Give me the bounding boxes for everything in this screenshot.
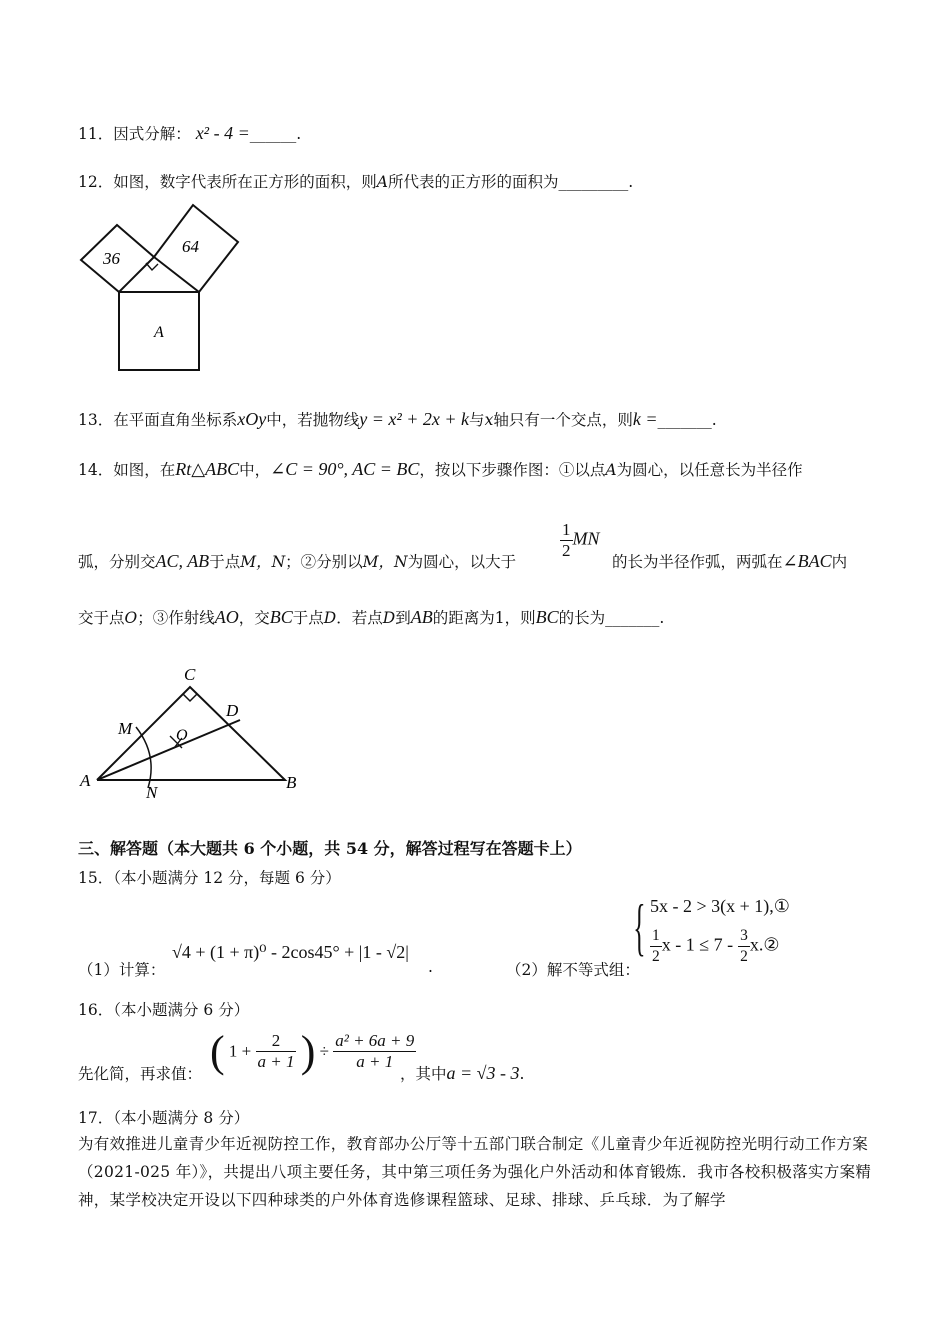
segments: AC, AB bbox=[155, 551, 210, 571]
right-angle-mark bbox=[146, 263, 158, 270]
answer-blank: _______ bbox=[657, 411, 712, 429]
question-16-condition bbox=[400, 1062, 524, 1084]
period: . bbox=[296, 125, 302, 143]
label-64: 64 bbox=[182, 237, 199, 256]
inequality-2 bbox=[650, 926, 779, 967]
question-17-body: 为有效推进儿童青少年近视防控工作，教育部办公厅等十五部门联合制定《儿童青少年近视防控光明行动工作方案（2021-025 年）》，共提出八项主要任务，其中第三项任务为强化户外活动和体育锻炼．我市各校积极落实方案精神，某学校决定开设以下四种球类的户外体育选修课程篮球、足球、排球、乒乓球．为了解学 bbox=[78, 1135, 872, 1209]
question-text: 轴只有一个交点，则 bbox=[493, 411, 633, 429]
segment-bc: BC bbox=[535, 607, 559, 627]
question-text: 中，若抛物线 bbox=[266, 411, 360, 429]
half-mn-fraction bbox=[560, 520, 600, 561]
label-n: N bbox=[146, 783, 158, 800]
question-number: 11． bbox=[78, 125, 114, 143]
answer-blank: ______ bbox=[249, 125, 297, 143]
label-m: M bbox=[118, 719, 133, 738]
inequality-1: 5x - 2 > 3(x + 1),① bbox=[650, 896, 790, 916]
coordinate-system: xOy bbox=[237, 409, 267, 429]
segment-bc: BC bbox=[269, 607, 293, 627]
points-mn: M，N bbox=[240, 553, 286, 571]
question-text: 弧，分别交 bbox=[78, 553, 156, 571]
question-text: 的长为 bbox=[558, 609, 606, 627]
ray-ao: AO bbox=[214, 607, 239, 627]
variable: A bbox=[376, 173, 388, 191]
label-a: A bbox=[154, 324, 164, 341]
angle-bac: ∠BAC bbox=[782, 551, 832, 571]
period: . bbox=[711, 411, 717, 429]
question-12 bbox=[78, 170, 633, 192]
question-13 bbox=[78, 408, 717, 430]
question-text: 于点 bbox=[209, 553, 241, 571]
axis-variable: x bbox=[484, 411, 494, 429]
question-text: ，按以下步骤作图：①以点 bbox=[419, 461, 606, 479]
question-16-header bbox=[78, 998, 249, 1020]
fraction-numerator: 2 bbox=[256, 1031, 297, 1052]
triangle-condition: ∠C = 90°, AC = BC bbox=[270, 459, 420, 479]
question-text: 在平面直角坐标系 bbox=[113, 411, 238, 429]
point-o: O bbox=[124, 609, 138, 627]
question-text: 为圆心，以任意长为半径作 bbox=[616, 461, 803, 479]
part-label: （2）解不等式组： bbox=[506, 961, 640, 979]
question-number: 14． bbox=[78, 461, 114, 479]
fraction-numerator: 1 bbox=[562, 520, 571, 539]
label-b: B bbox=[286, 773, 297, 792]
question-15-part-2 bbox=[506, 958, 640, 980]
question-text: 于点 bbox=[292, 609, 324, 627]
question-14-line-2-end bbox=[612, 550, 847, 572]
question-text: ；③作射线 bbox=[137, 609, 215, 627]
question-14-line-1 bbox=[78, 458, 803, 480]
point-a: A bbox=[605, 461, 617, 479]
period: . bbox=[428, 958, 433, 976]
label-36: 36 bbox=[103, 249, 120, 268]
question-text: 到 bbox=[395, 609, 411, 627]
question-text: 所代表的正方形的面积为 bbox=[387, 173, 559, 191]
right-paren: ) bbox=[300, 1027, 316, 1076]
label-d: D bbox=[226, 701, 239, 720]
answer-blank: _______ bbox=[605, 609, 660, 627]
inequality-2-end: x.② bbox=[749, 934, 780, 955]
simplify-expression bbox=[210, 1026, 416, 1077]
question-17-header bbox=[78, 1106, 249, 1128]
question-text: 与 bbox=[469, 411, 485, 429]
pythagoras-squares-figure bbox=[70, 200, 250, 380]
label-a: A bbox=[80, 771, 91, 790]
period: . bbox=[659, 609, 665, 627]
question-text: 的长为半径作弧，两弧在 bbox=[612, 553, 783, 571]
fraction-numerator: 3 bbox=[738, 926, 750, 947]
section-heading: 三、解答题（本大题共 6 个小题，共 54 分，解答过程写在答题卡上） bbox=[78, 839, 582, 858]
question-14-line-3 bbox=[78, 606, 664, 628]
value-of-a: a = √3 - 3 bbox=[446, 1063, 520, 1083]
triangle-construction-figure bbox=[70, 660, 310, 800]
division-sign: ÷ bbox=[319, 1041, 329, 1061]
question-number: 15． bbox=[78, 869, 114, 887]
fraction-denominator: 2 bbox=[740, 948, 748, 965]
question-text: 先化简，再求值： bbox=[78, 1065, 203, 1083]
answer-blank: _________ bbox=[558, 173, 629, 191]
part-label: （1）计算： bbox=[78, 961, 166, 979]
fraction-denominator: a + 1 bbox=[356, 1052, 394, 1071]
question-text: ；②分别以 bbox=[285, 553, 363, 571]
question-14-line-2 bbox=[78, 550, 516, 572]
fraction-numerator: a² + 6a + 9 bbox=[335, 1031, 415, 1050]
math-expression: x² - 4 = bbox=[195, 123, 250, 143]
question-15-header bbox=[78, 866, 341, 888]
segment-ab: AB bbox=[410, 607, 433, 627]
period: . bbox=[628, 173, 634, 191]
parabola-equation: y = x² + 2x + k bbox=[359, 409, 470, 429]
question-text: 的距离为1，则 bbox=[432, 609, 536, 627]
question-number: 16． bbox=[78, 1001, 114, 1019]
question-text: 交于点 bbox=[78, 609, 125, 627]
question-text: ．若点 bbox=[336, 609, 383, 627]
segment-mn: MN bbox=[572, 528, 600, 549]
fraction-numerator: 1 bbox=[650, 926, 662, 947]
question-text: 因式分解： bbox=[113, 125, 191, 143]
points-mn: M，N bbox=[362, 553, 408, 571]
score-note: （本小题满分 6 分） bbox=[113, 1001, 250, 1019]
question-text: 如图，数字代表所在正方形的面积，则 bbox=[113, 173, 377, 191]
fraction-denominator: 2 bbox=[562, 541, 571, 560]
question-number: 17． bbox=[78, 1109, 114, 1127]
question-text: ，交 bbox=[238, 609, 270, 627]
label-o: O bbox=[176, 727, 188, 744]
triangle-name: Rt△ABC bbox=[175, 459, 240, 479]
score-note: （本小题满分 8 分） bbox=[113, 1109, 250, 1127]
question-11 bbox=[78, 122, 301, 144]
question-text: 如图，在 bbox=[113, 461, 176, 479]
right-angle-c bbox=[183, 694, 197, 701]
left-paren: ( bbox=[210, 1027, 225, 1076]
question-number: 12． bbox=[78, 173, 114, 191]
question-number: 13． bbox=[78, 411, 114, 429]
fraction-denominator: a + 1 bbox=[257, 1052, 295, 1071]
question-text: 为圆心，以大于 bbox=[407, 553, 517, 571]
question-text: 中， bbox=[239, 461, 271, 479]
expression-lead: 1 + bbox=[228, 1041, 252, 1061]
period: . bbox=[519, 1065, 525, 1083]
score-note: （本小题满分 12 分，每题 6 分） bbox=[113, 869, 341, 887]
inequality-2-middle: x - 1 ≤ 7 - bbox=[661, 934, 734, 955]
point-d: D bbox=[382, 609, 396, 627]
left-brace: { bbox=[633, 891, 646, 962]
k-variable: k = bbox=[632, 409, 658, 429]
label-c: C bbox=[184, 665, 196, 684]
fraction-denominator: 2 bbox=[652, 948, 660, 965]
question-text: ，其中 bbox=[400, 1065, 447, 1083]
point-d: D bbox=[323, 609, 337, 627]
question-text: 内 bbox=[831, 553, 848, 571]
part-1-expression: √4 + (1 + π)⁰ - 2cos45° + |1 - √2| bbox=[172, 942, 409, 962]
question-15-part-1 bbox=[78, 958, 165, 980]
